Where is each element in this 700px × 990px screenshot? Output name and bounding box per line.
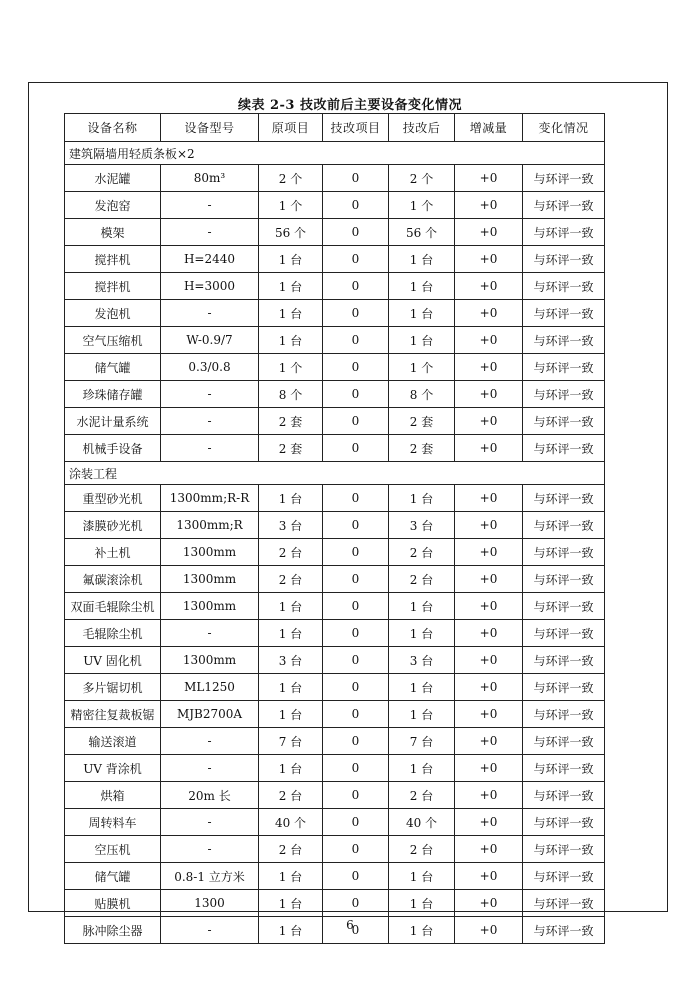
original-qty-cell: 1 台 [259,620,323,647]
after-qty-cell: 3 台 [389,512,455,539]
equipment-name-cell: 双面毛辊除尘机 [65,593,161,620]
equipment-name-cell: 毛辊除尘机 [65,620,161,647]
equipment-name-cell: 储气罐 [65,354,161,381]
section-title: 涂装工程 [65,462,605,485]
delta-cell: +0 [455,755,523,782]
upgrade-qty-cell: 0 [323,863,389,890]
model-cell: - [161,620,259,647]
equipment-name-cell: 水泥计量系统 [65,408,161,435]
table-row [65,512,605,539]
equipment-name-cell: 重型砂光机 [65,485,161,512]
table-row [65,674,605,701]
model-cell: - [161,192,259,219]
after-qty-cell: 1 个 [389,192,455,219]
original-qty-cell: 1 个 [259,354,323,381]
table-row [65,485,605,512]
equipment-name-cell: 空气压缩机 [65,327,161,354]
model-cell: W-0.9/7 [161,327,259,354]
model-cell: - [161,755,259,782]
upgrade-qty-cell: 0 [323,809,389,836]
after-qty-cell: 56 个 [389,219,455,246]
model-cell: - [161,219,259,246]
original-qty-cell: 2 套 [259,408,323,435]
change-status-cell: 与环评一致 [523,165,605,192]
after-qty-cell: 1 台 [389,327,455,354]
original-qty-cell: 2 台 [259,782,323,809]
after-qty-cell: 2 台 [389,539,455,566]
after-qty-cell: 2 台 [389,836,455,863]
equipment-name-cell: 机械手设备 [65,435,161,462]
after-qty-cell: 8 个 [389,381,455,408]
equipment-name-cell: 周转料车 [65,809,161,836]
change-status-cell: 与环评一致 [523,381,605,408]
equipment-name-cell: 搅拌机 [65,273,161,300]
table-row [65,354,605,381]
upgrade-qty-cell: 0 [323,219,389,246]
upgrade-qty-cell: 0 [323,485,389,512]
header-after: 技改后 [389,114,455,142]
change-status-cell: 与环评一致 [523,836,605,863]
equipment-name-cell: 储气罐 [65,863,161,890]
upgrade-qty-cell: 0 [323,408,389,435]
equipment-name-cell: 多片锯切机 [65,674,161,701]
upgrade-qty-cell: 0 [323,435,389,462]
model-cell: - [161,917,259,944]
upgrade-qty-cell: 0 [323,381,389,408]
equipment-name-cell: 漆膜砂光机 [65,512,161,539]
equipment-name-cell: 空压机 [65,836,161,863]
change-status-cell: 与环评一致 [523,192,605,219]
equipment-name-cell: 氟碳滚涂机 [65,566,161,593]
table-row [65,381,605,408]
after-qty-cell: 1 台 [389,300,455,327]
model-cell: - [161,809,259,836]
delta-cell: +0 [455,728,523,755]
change-status-cell: 与环评一致 [523,273,605,300]
original-qty-cell: 1 台 [259,485,323,512]
original-qty-cell: 1 台 [259,917,323,944]
original-qty-cell: 1 个 [259,192,323,219]
after-qty-cell: 1 个 [389,354,455,381]
equipment-name-cell: UV 背涂机 [65,755,161,782]
after-qty-cell: 1 台 [389,273,455,300]
equipment-name-cell: 烘箱 [65,782,161,809]
change-status-cell: 与环评一致 [523,219,605,246]
original-qty-cell: 3 台 [259,512,323,539]
change-status-cell: 与环评一致 [523,246,605,273]
equipment-name-cell: 补土机 [65,539,161,566]
upgrade-qty-cell: 0 [323,512,389,539]
after-qty-cell: 3 台 [389,647,455,674]
after-qty-cell: 2 个 [389,165,455,192]
original-qty-cell: 1 台 [259,890,323,917]
original-qty-cell: 56 个 [259,219,323,246]
after-qty-cell: 1 台 [389,755,455,782]
upgrade-qty-cell: 0 [323,620,389,647]
original-qty-cell: 1 台 [259,755,323,782]
upgrade-qty-cell: 0 [323,647,389,674]
table-row [65,593,605,620]
after-qty-cell: 1 台 [389,917,455,944]
delta-cell: +0 [455,890,523,917]
table-body [65,142,605,944]
table-row [65,863,605,890]
after-qty-cell: 1 台 [389,485,455,512]
model-cell: MJB2700A [161,701,259,728]
change-status-cell: 与环评一致 [523,701,605,728]
table-row [65,300,605,327]
model-cell: H=2440 [161,246,259,273]
equipment-name-cell: 脉冲除尘器 [65,917,161,944]
change-status-cell: 与环评一致 [523,890,605,917]
header-row [65,114,605,142]
delta-cell: +0 [455,863,523,890]
table-row [65,273,605,300]
table-row [65,246,605,273]
upgrade-qty-cell: 0 [323,539,389,566]
after-qty-cell: 1 台 [389,593,455,620]
original-qty-cell: 1 台 [259,246,323,273]
model-cell: 1300 [161,890,259,917]
table-row [65,408,605,435]
change-status-cell: 与环评一致 [523,647,605,674]
original-qty-cell: 8 个 [259,381,323,408]
change-status-cell: 与环评一致 [523,593,605,620]
upgrade-qty-cell: 0 [323,327,389,354]
upgrade-qty-cell: 0 [323,701,389,728]
delta-cell: +0 [455,593,523,620]
delta-cell: +0 [455,566,523,593]
model-cell: - [161,728,259,755]
equipment-name-cell: 水泥罐 [65,165,161,192]
header-upgrade: 技改项目 [323,114,389,142]
change-status-cell: 与环评一致 [523,435,605,462]
table-row [65,890,605,917]
change-status-cell: 与环评一致 [523,728,605,755]
equipment-name-cell: 搅拌机 [65,246,161,273]
table-title: 续表 2-3 技改前后主要设备变化情况 [237,98,463,113]
equipment-name-cell: UV 固化机 [65,647,161,674]
delta-cell: +0 [455,836,523,863]
model-cell: - [161,435,259,462]
change-status-cell: 与环评一致 [523,300,605,327]
original-qty-cell: 2 台 [259,566,323,593]
header-change: 变化情况 [523,114,605,142]
delta-cell: +0 [455,539,523,566]
original-qty-cell: 2 台 [259,836,323,863]
after-qty-cell: 2 套 [389,408,455,435]
section-title: 建筑隔墙用轻质条板×2 [65,142,605,165]
table-row [65,836,605,863]
delta-cell: +0 [455,485,523,512]
model-cell: ML1250 [161,674,259,701]
table-row [65,782,605,809]
table-row [65,647,605,674]
upgrade-qty-cell: 0 [323,755,389,782]
equipment-name-cell: 模架 [65,219,161,246]
after-qty-cell: 2 套 [389,435,455,462]
change-status-cell: 与环评一致 [523,620,605,647]
section-row [65,142,605,165]
change-status-cell: 与环评一致 [523,408,605,435]
model-cell: 1300mm [161,566,259,593]
delta-cell: +0 [455,701,523,728]
change-status-cell: 与环评一致 [523,539,605,566]
page-number: 6 [346,918,354,932]
upgrade-qty-cell: 0 [323,354,389,381]
delta-cell: +0 [455,246,523,273]
delta-cell: +0 [455,917,523,944]
upgrade-qty-cell: 0 [323,593,389,620]
equipment-name-cell: 发泡窑 [65,192,161,219]
original-qty-cell: 40 个 [259,809,323,836]
delta-cell: +0 [455,408,523,435]
delta-cell: +0 [455,782,523,809]
header-delta: 增减量 [455,114,523,142]
table-row [65,755,605,782]
change-status-cell: 与环评一致 [523,485,605,512]
delta-cell: +0 [455,674,523,701]
upgrade-qty-cell: 0 [323,674,389,701]
original-qty-cell: 2 套 [259,435,323,462]
model-cell: 0.8-1 立方米 [161,863,259,890]
model-cell: 80m³ [161,165,259,192]
model-cell: 1300mm;R-R [161,485,259,512]
after-qty-cell: 2 台 [389,782,455,809]
change-status-cell: 与环评一致 [523,354,605,381]
model-cell: 1300mm [161,539,259,566]
table-row [65,620,605,647]
original-qty-cell: 1 台 [259,863,323,890]
equipment-name-cell: 发泡机 [65,300,161,327]
equipment-name-cell: 贴膜机 [65,890,161,917]
table-row [65,165,605,192]
equipment-table [64,113,605,944]
table-row [65,435,605,462]
change-status-cell: 与环评一致 [523,917,605,944]
change-status-cell: 与环评一致 [523,755,605,782]
after-qty-cell: 40 个 [389,809,455,836]
change-status-cell: 与环评一致 [523,512,605,539]
table-row [65,728,605,755]
change-status-cell: 与环评一致 [523,327,605,354]
original-qty-cell: 3 台 [259,647,323,674]
original-qty-cell: 1 台 [259,327,323,354]
header-equipment-name: 设备名称 [65,114,161,142]
model-cell: 1300mm;R [161,512,259,539]
delta-cell: +0 [455,219,523,246]
upgrade-qty-cell: 0 [323,836,389,863]
change-status-cell: 与环评一致 [523,782,605,809]
after-qty-cell: 2 台 [389,566,455,593]
model-cell: 1300mm [161,593,259,620]
upgrade-qty-cell: 0 [323,192,389,219]
table-row [65,219,605,246]
delta-cell: +0 [455,354,523,381]
original-qty-cell: 1 台 [259,593,323,620]
original-qty-cell: 2 个 [259,165,323,192]
upgrade-qty-cell: 0 [323,917,389,944]
after-qty-cell: 1 台 [389,701,455,728]
model-cell: 0.3/0.8 [161,354,259,381]
delta-cell: +0 [455,300,523,327]
original-qty-cell: 2 台 [259,539,323,566]
after-qty-cell: 1 台 [389,246,455,273]
original-qty-cell: 7 台 [259,728,323,755]
model-cell: - [161,836,259,863]
delta-cell: +0 [455,620,523,647]
change-status-cell: 与环评一致 [523,863,605,890]
delta-cell: +0 [455,809,523,836]
delta-cell: +0 [455,381,523,408]
after-qty-cell: 1 台 [389,890,455,917]
upgrade-qty-cell: 0 [323,782,389,809]
upgrade-qty-cell: 0 [323,890,389,917]
change-status-cell: 与环评一致 [523,566,605,593]
upgrade-qty-cell: 0 [323,273,389,300]
delta-cell: +0 [455,327,523,354]
table-row [65,192,605,219]
delta-cell: +0 [455,273,523,300]
upgrade-qty-cell: 0 [323,728,389,755]
table-row [65,566,605,593]
delta-cell: +0 [455,647,523,674]
change-status-cell: 与环评一致 [523,674,605,701]
original-qty-cell: 1 台 [259,273,323,300]
upgrade-qty-cell: 0 [323,300,389,327]
upgrade-qty-cell: 0 [323,165,389,192]
header-model: 设备型号 [161,114,259,142]
original-qty-cell: 1 台 [259,300,323,327]
after-qty-cell: 7 台 [389,728,455,755]
equipment-name-cell: 珍珠储存罐 [65,381,161,408]
delta-cell: +0 [455,192,523,219]
model-cell: 20m 长 [161,782,259,809]
section-row [65,462,605,485]
model-cell: - [161,408,259,435]
delta-cell: +0 [455,512,523,539]
model-cell: 1300mm [161,647,259,674]
original-qty-cell: 1 台 [259,674,323,701]
equipment-name-cell: 精密往复裁板锯 [65,701,161,728]
table-row [65,327,605,354]
table-row [65,701,605,728]
model-cell: H=3000 [161,273,259,300]
upgrade-qty-cell: 0 [323,246,389,273]
model-cell: - [161,381,259,408]
equipment-name-cell: 输送滚道 [65,728,161,755]
after-qty-cell: 1 台 [389,863,455,890]
model-cell: - [161,300,259,327]
after-qty-cell: 1 台 [389,620,455,647]
change-status-cell: 与环评一致 [523,809,605,836]
delta-cell: +0 [455,165,523,192]
upgrade-qty-cell: 0 [323,566,389,593]
delta-cell: +0 [455,435,523,462]
after-qty-cell: 1 台 [389,674,455,701]
table-row [65,809,605,836]
table-row [65,539,605,566]
original-qty-cell: 1 台 [259,701,323,728]
header-original: 原项目 [259,114,323,142]
